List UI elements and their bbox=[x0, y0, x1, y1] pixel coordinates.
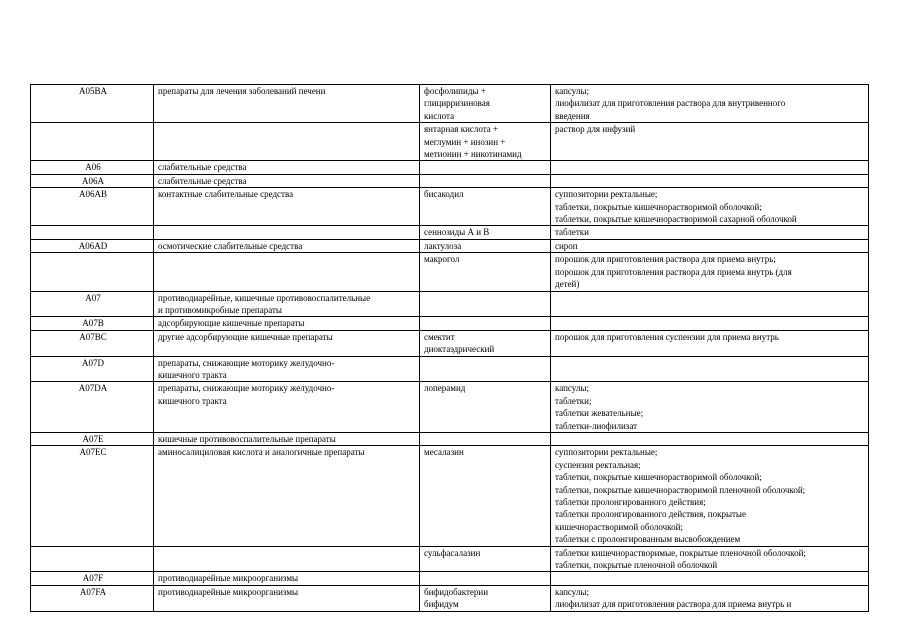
cell-text-line: таблетки; bbox=[555, 395, 592, 406]
atc-code-cell: A06AB bbox=[31, 188, 154, 226]
dosage-forms-cell bbox=[551, 226, 869, 239]
atc-code-cell bbox=[31, 226, 154, 239]
table-row bbox=[31, 572, 869, 585]
cell-text-line: кишечные противовоспалительные препараты bbox=[158, 433, 336, 444]
cell-text-line: бифидобактерии bbox=[424, 586, 489, 597]
cell-text-line: таблетки bbox=[555, 227, 590, 238]
cell-text-line: адсорбирующие кишечные препараты bbox=[158, 318, 305, 329]
cell-text-line: фосфолипиды + bbox=[424, 86, 486, 96]
cell-text-line: противодиарейные, кишечные противовоспалительные bbox=[158, 292, 371, 303]
cell-text-line: таблетки с пролонгированным высвобождением bbox=[555, 534, 741, 545]
table-row bbox=[31, 161, 869, 174]
dosage-forms-cell bbox=[551, 174, 869, 187]
cell-text-line: таблетки, покрытые кишечнорастворимой пленочной оболочкой; bbox=[555, 484, 806, 495]
cell-text-line: другие адсорбирующие кишечные препараты bbox=[158, 331, 333, 342]
group-name-cell bbox=[154, 585, 420, 611]
atc-code-cell: A06A bbox=[31, 174, 154, 187]
cell-text-line: контактные слабительные средства bbox=[158, 189, 294, 200]
drug-name-cell bbox=[420, 188, 551, 226]
cell-text-line: бисакодил bbox=[424, 189, 464, 200]
drug-name-cell bbox=[420, 356, 551, 382]
cell-text-line: аминосалициловая кислота и аналогичные препараты bbox=[158, 447, 365, 458]
cell-text-line: бифидум bbox=[424, 599, 459, 610]
group-name-cell bbox=[154, 356, 420, 382]
cell-text-line: янтарная кислота + bbox=[424, 124, 499, 135]
cell-text-line: препараты, снижающие моторику желудочно- bbox=[158, 357, 335, 368]
cell-text-line: порошок для приготовления раствора для приема внутрь; bbox=[555, 254, 776, 265]
drug-name-cell bbox=[420, 572, 551, 585]
atc-code-cell: A06 bbox=[31, 161, 154, 174]
cell-text-line: лиофилизат для приготовления раствора для приема внутрь и bbox=[555, 599, 792, 610]
group-name-cell bbox=[154, 239, 420, 252]
cell-text-line: макрогол bbox=[424, 254, 460, 265]
atc-code-cell: A07B bbox=[31, 317, 154, 330]
cell-text-line: кишечнорастворимой оболочкой; bbox=[555, 521, 683, 532]
cell-text-line: таблетки, покрытые кишечнорастворимой сахарной оболочкой bbox=[555, 214, 797, 225]
cell-text-line: таблетки-лиофилизат bbox=[555, 420, 638, 431]
drug-name-cell bbox=[420, 239, 551, 252]
dosage-forms-cell bbox=[551, 432, 869, 445]
table-row bbox=[31, 123, 869, 161]
group-name-cell bbox=[154, 432, 420, 445]
dosage-forms-cell bbox=[551, 239, 869, 252]
drug-name-cell bbox=[420, 161, 551, 174]
atc-code-cell: A07D bbox=[31, 356, 154, 382]
cell-text-line: введения bbox=[555, 110, 590, 121]
drug-name-cell bbox=[420, 546, 551, 572]
cell-text-line: и противомикробные препараты bbox=[158, 304, 282, 315]
cell-text-line: детей) bbox=[555, 279, 580, 290]
cell-text-line: таблетки кишечнорастворимые, покрытые пленочной оболочкой; bbox=[555, 547, 806, 558]
drug-name-cell bbox=[420, 382, 551, 433]
group-name-cell bbox=[154, 446, 420, 546]
cell-text-line: суппозитории ректальные; bbox=[555, 447, 658, 458]
cell-text-line: меглумин + инозин + bbox=[424, 136, 506, 147]
table-row bbox=[31, 356, 869, 382]
cell-text-line: капсулы; bbox=[555, 86, 589, 96]
drug-classification-table bbox=[30, 84, 869, 612]
cell-text-line: препараты для лечения заболеваний печени bbox=[158, 86, 326, 96]
cell-text-line: противодиарейные микроорганизмы bbox=[158, 586, 299, 597]
dosage-forms-cell bbox=[551, 85, 869, 123]
cell-text-line: раствор для инфузий bbox=[555, 124, 636, 135]
drug-name-cell bbox=[420, 226, 551, 239]
dosage-forms-cell bbox=[551, 330, 869, 356]
cell-text-line: таблетки, покрытые пленочной оболочкой bbox=[555, 560, 718, 571]
drug-name-cell bbox=[420, 330, 551, 356]
group-name-cell bbox=[154, 123, 420, 161]
cell-text-line: слабительные средства bbox=[158, 162, 247, 173]
dosage-forms-cell bbox=[551, 572, 869, 585]
group-name-cell bbox=[154, 174, 420, 187]
cell-text-line: сульфасалазин bbox=[424, 547, 481, 558]
group-name-cell bbox=[154, 291, 420, 317]
cell-text-line: месалазин bbox=[424, 447, 464, 458]
atc-code-cell: A07E bbox=[31, 432, 154, 445]
drug-name-cell bbox=[420, 253, 551, 291]
dosage-forms-cell bbox=[551, 317, 869, 330]
atc-code-cell: A07F bbox=[31, 572, 154, 585]
drug-name-cell bbox=[420, 446, 551, 546]
group-name-cell bbox=[154, 85, 420, 123]
table-row bbox=[31, 239, 869, 252]
group-name-cell bbox=[154, 161, 420, 174]
atc-code-cell: A07EC bbox=[31, 446, 154, 546]
group-name-cell bbox=[154, 330, 420, 356]
atc-code-cell: A05BA bbox=[31, 85, 154, 123]
cell-text-line: кислота bbox=[424, 110, 455, 121]
dosage-forms-cell bbox=[551, 123, 869, 161]
table-row bbox=[31, 291, 869, 317]
cell-text-line: лиофилизат для приготовления раствора для внутривенного bbox=[555, 98, 786, 109]
drug-name-cell bbox=[420, 432, 551, 445]
table-row bbox=[31, 85, 869, 123]
drug-name-cell bbox=[420, 317, 551, 330]
cell-text-line: таблетки, покрытые кишечнорастворимой оболочкой; bbox=[555, 201, 762, 212]
cell-text-line: порошок для приготовления раствора для приема внутрь (для bbox=[555, 266, 792, 277]
atc-code-cell bbox=[31, 123, 154, 161]
table-body bbox=[31, 85, 869, 612]
cell-text-line: осмотические слабительные средства bbox=[158, 240, 303, 251]
cell-text-line: сироп bbox=[555, 240, 578, 251]
dosage-forms-cell bbox=[551, 546, 869, 572]
table-row bbox=[31, 546, 869, 572]
dosage-forms-cell bbox=[551, 382, 869, 433]
cell-text-line: порошок для приготовления суспензии для приема внутрь bbox=[555, 331, 779, 342]
group-name-cell bbox=[154, 188, 420, 226]
cell-text-line: таблетки, покрытые кишечнорастворимой оболочкой; bbox=[555, 472, 762, 483]
cell-text-line: суппозитории ректальные; bbox=[555, 189, 658, 200]
group-name-cell bbox=[154, 226, 420, 239]
atc-code-cell: A07DA bbox=[31, 382, 154, 433]
cell-text-line: глицирризиновая bbox=[424, 98, 490, 109]
table-row bbox=[31, 446, 869, 546]
cell-text-line: смектит bbox=[424, 331, 455, 342]
table-row bbox=[31, 174, 869, 187]
atc-code-cell: A06AD bbox=[31, 239, 154, 252]
cell-text-line: диоктаэдрический bbox=[424, 344, 495, 355]
dosage-forms-cell bbox=[551, 253, 869, 291]
table-row bbox=[31, 188, 869, 226]
table-row bbox=[31, 382, 869, 433]
drug-name-cell bbox=[420, 123, 551, 161]
cell-text-line: капсулы; bbox=[555, 586, 589, 597]
cell-text-line: метионин + никотинамид bbox=[424, 149, 522, 160]
cell-text-line: капсулы; bbox=[555, 383, 589, 394]
group-name-cell bbox=[154, 572, 420, 585]
atc-code-cell bbox=[31, 253, 154, 291]
cell-text-line: таблетки пролонгированного действия; bbox=[555, 497, 706, 507]
dosage-forms-cell bbox=[551, 188, 869, 226]
table-row bbox=[31, 226, 869, 239]
group-name-cell bbox=[154, 253, 420, 291]
atc-code-cell bbox=[31, 546, 154, 572]
atc-code-cell: A07BC bbox=[31, 330, 154, 356]
atc-code-cell: A07 bbox=[31, 291, 154, 317]
cell-text-line: слабительные средства bbox=[158, 175, 247, 186]
cell-text-line: кишечного тракта bbox=[158, 369, 227, 380]
dosage-forms-cell bbox=[551, 585, 869, 611]
cell-text-line: препараты, снижающие моторику желудочно- bbox=[158, 383, 335, 394]
drug-name-cell bbox=[420, 585, 551, 611]
dosage-forms-cell bbox=[551, 161, 869, 174]
table-row bbox=[31, 253, 869, 291]
group-name-cell bbox=[154, 546, 420, 572]
cell-text-line: таблетки жевательные; bbox=[555, 408, 644, 419]
table-row bbox=[31, 330, 869, 356]
drug-name-cell bbox=[420, 291, 551, 317]
drug-name-cell bbox=[420, 85, 551, 123]
dosage-forms-cell bbox=[551, 356, 869, 382]
group-name-cell bbox=[154, 382, 420, 433]
group-name-cell bbox=[154, 317, 420, 330]
cell-text-line: таблетки пролонгированного действия, покрытые bbox=[555, 509, 746, 520]
drug-name-cell bbox=[420, 174, 551, 187]
table-row bbox=[31, 432, 869, 445]
dosage-forms-cell bbox=[551, 446, 869, 546]
atc-code-cell: A07FA bbox=[31, 585, 154, 611]
cell-text-line: суспензия ректальная; bbox=[555, 459, 641, 470]
table-row bbox=[31, 585, 869, 611]
cell-text-line: лактулоза bbox=[424, 240, 462, 251]
cell-text-line: сеннозиды А и В bbox=[424, 227, 490, 238]
cell-text-line: кишечного тракта bbox=[158, 395, 227, 406]
dosage-forms-cell bbox=[551, 291, 869, 317]
cell-text-line: противодиарейные микроорганизмы bbox=[158, 573, 299, 584]
cell-text-line: лоперамид bbox=[424, 383, 466, 394]
table-row bbox=[31, 317, 869, 330]
